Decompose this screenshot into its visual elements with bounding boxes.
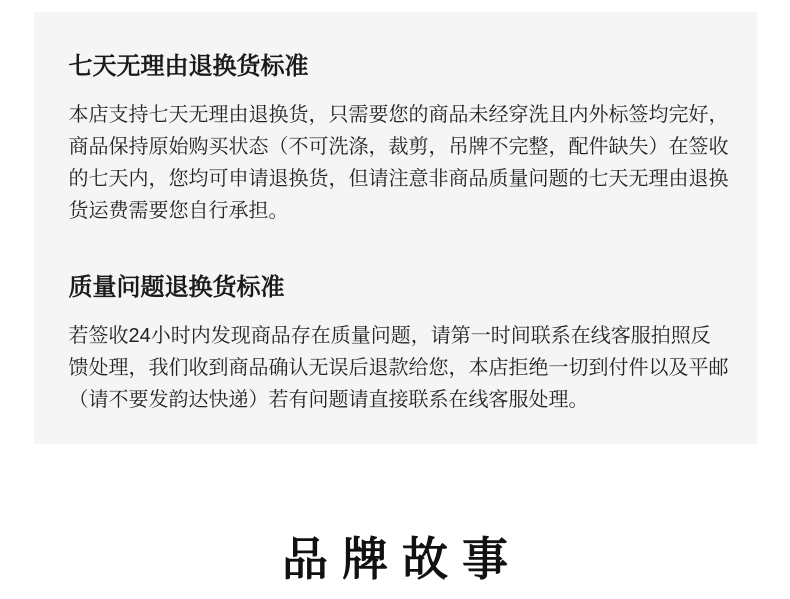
section-body-no-reason-return: 本店支持七天无理由退换货，只需要您的商品未经穿洗且内外标签均完好，商品保持原始购买状态（不可洗涤，裁剪，吊牌不完整，配件缺失）在签收的七天内，您均可申请退换货，但请注意非商品质量问题的七天无理由退换货运费需要您自行承担。 (68, 104, 729, 222)
policy-section-quality-issue (69, 271, 727, 416)
section-body-quality-issue: 若签收24小时内发现商品存在质量问题，请第一时间联系在线客服拍照反馈处理，我们收到商品确认无误后退款给您，本店拒绝一切到付件以及平邮（请不要发韵达快递）若有问题请直接联系在线客服处理。 (68, 325, 729, 411)
brand-story-title: 品牌故事 (282, 533, 522, 585)
section-heading-no-reason-return: 七天无理由退换货标准 (68, 53, 309, 80)
policy-section-no-reason-return (69, 50, 727, 227)
section-heading-quality-issue: 质量问题退换货标准 (68, 274, 285, 301)
return-policy-card (34, 12, 757, 444)
